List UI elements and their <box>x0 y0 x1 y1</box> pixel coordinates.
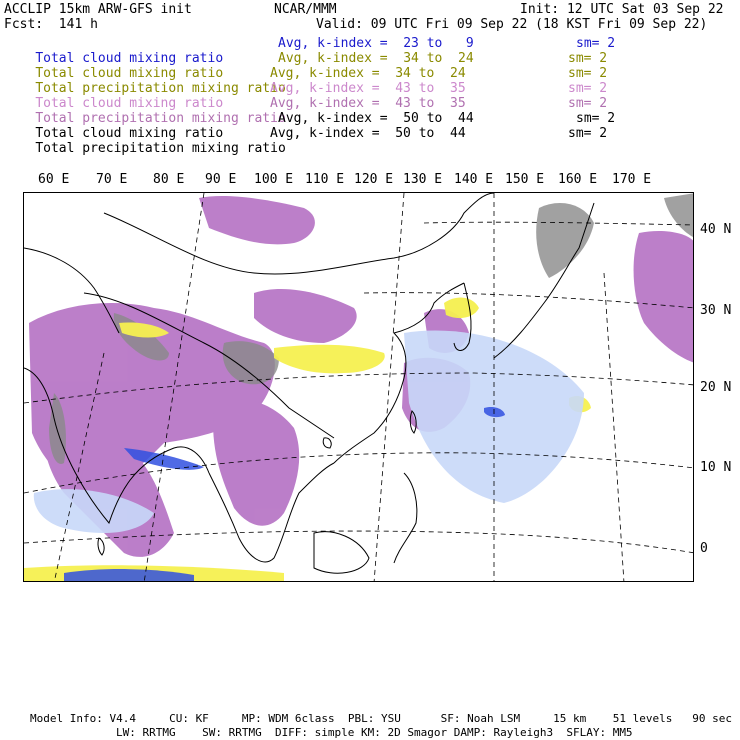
map-panel <box>23 192 694 582</box>
legend-field-name: Total cloud mixing ratio <box>35 51 224 66</box>
legend-sm: sm= 2 <box>576 111 616 126</box>
cloud-yellow-east <box>444 298 479 319</box>
forecast-hour: Fcst: 141 h <box>4 17 98 32</box>
lat-label: 20 N <box>700 380 732 395</box>
cloud-region-indochina <box>213 399 299 526</box>
cloud-yellow-china <box>274 345 385 374</box>
legend-field-name: Total cloud mixing ratio <box>35 66 224 81</box>
legend-field-name: Total cloud mixing ratio <box>35 126 224 141</box>
lon-label: 100 E <box>254 172 294 187</box>
legend-sm: sm= 2 <box>568 81 608 96</box>
legend-avg: Avg, k-index = 34 to 24 <box>270 66 466 81</box>
legend-avg: Avg, k-index = 50 to 44 <box>278 111 474 126</box>
legend-row <box>4 126 286 156</box>
legend-avg: Avg, k-index = 50 to 44 <box>270 126 466 141</box>
legend-avg: Avg, k-index = 43 to 35 <box>270 96 466 111</box>
init-time: Init: 12 UTC Sat 03 Sep 22 <box>520 2 724 17</box>
lon-label: 130 E <box>403 172 443 187</box>
title-center: NCAR/MMM <box>274 2 337 17</box>
lon-label: 110 E <box>305 172 345 187</box>
lon-label: 160 E <box>558 172 598 187</box>
legend-field-name: Total cloud mixing ratio <box>35 96 224 111</box>
legend-sm: sm= 2 <box>568 66 608 81</box>
coast-borneo <box>314 532 369 573</box>
lat-label: 30 N <box>700 303 732 318</box>
coast-philippines <box>394 473 417 563</box>
cloud-region-central-china <box>254 289 357 343</box>
lon-label: 70 E <box>96 172 128 187</box>
legend-avg: Avg, k-index = 34 to 24 <box>278 51 474 66</box>
map-canvas <box>24 193 694 582</box>
meridian-120 <box>374 193 404 582</box>
lon-label: 150 E <box>505 172 545 187</box>
cloud-region-pacific-ne <box>634 231 694 363</box>
valid-time: Valid: 09 UTC Fri 09 Sep 22 (18 KST Fri 09 Sep 22) <box>316 17 708 32</box>
meridian-160 <box>604 273 624 582</box>
lon-label: 120 E <box>354 172 394 187</box>
cloud-gray-japan <box>536 203 594 278</box>
lat-label: 10 N <box>700 460 732 475</box>
model-info-line-2: LW: RRTMG SW: RRTMG DIFF: simple KM: 2D Smagor DAMP: Rayleigh3 SFLAY: MM5 <box>116 726 633 739</box>
coast-sri-lanka <box>98 538 104 555</box>
cloud-gray-far-ne <box>664 193 694 238</box>
legend-sm: sm= 2 <box>568 96 608 111</box>
coast-hainan <box>323 438 331 448</box>
cloud-fields <box>24 193 694 582</box>
cloud-region-north <box>199 196 315 244</box>
legend-sm: sm= 2 <box>568 126 608 141</box>
title-left: ACCLIP 15km ARW-GFS init <box>4 2 192 17</box>
model-info-line-1: Model Info: V4.4 CU: KF MP: WDM 6class PBL: YSU SF: Noah LSM 15 km 51 levels 90 sec <box>30 712 732 725</box>
lat-label: 0 <box>700 541 708 556</box>
legend-field-name: Total precipitation mixing ratio <box>35 111 286 126</box>
legend-avg: Avg, k-index = 23 to 9 <box>278 36 474 51</box>
lon-label: 80 E <box>153 172 185 187</box>
legend-field-name: Total precipitation mixing ratio <box>35 81 286 96</box>
legend-sm: sm= 2 <box>576 36 616 51</box>
lat-label: 40 N <box>700 222 732 237</box>
legend-field-name: Total precipitation mixing ratio <box>35 141 286 156</box>
legend-avg: Avg, k-index = 43 to 35 <box>270 81 466 96</box>
lon-label: 60 E <box>38 172 70 187</box>
lon-label: 140 E <box>454 172 494 187</box>
legend-sm: sm= 2 <box>568 51 608 66</box>
lon-label: 90 E <box>205 172 237 187</box>
lon-label: 170 E <box>612 172 652 187</box>
